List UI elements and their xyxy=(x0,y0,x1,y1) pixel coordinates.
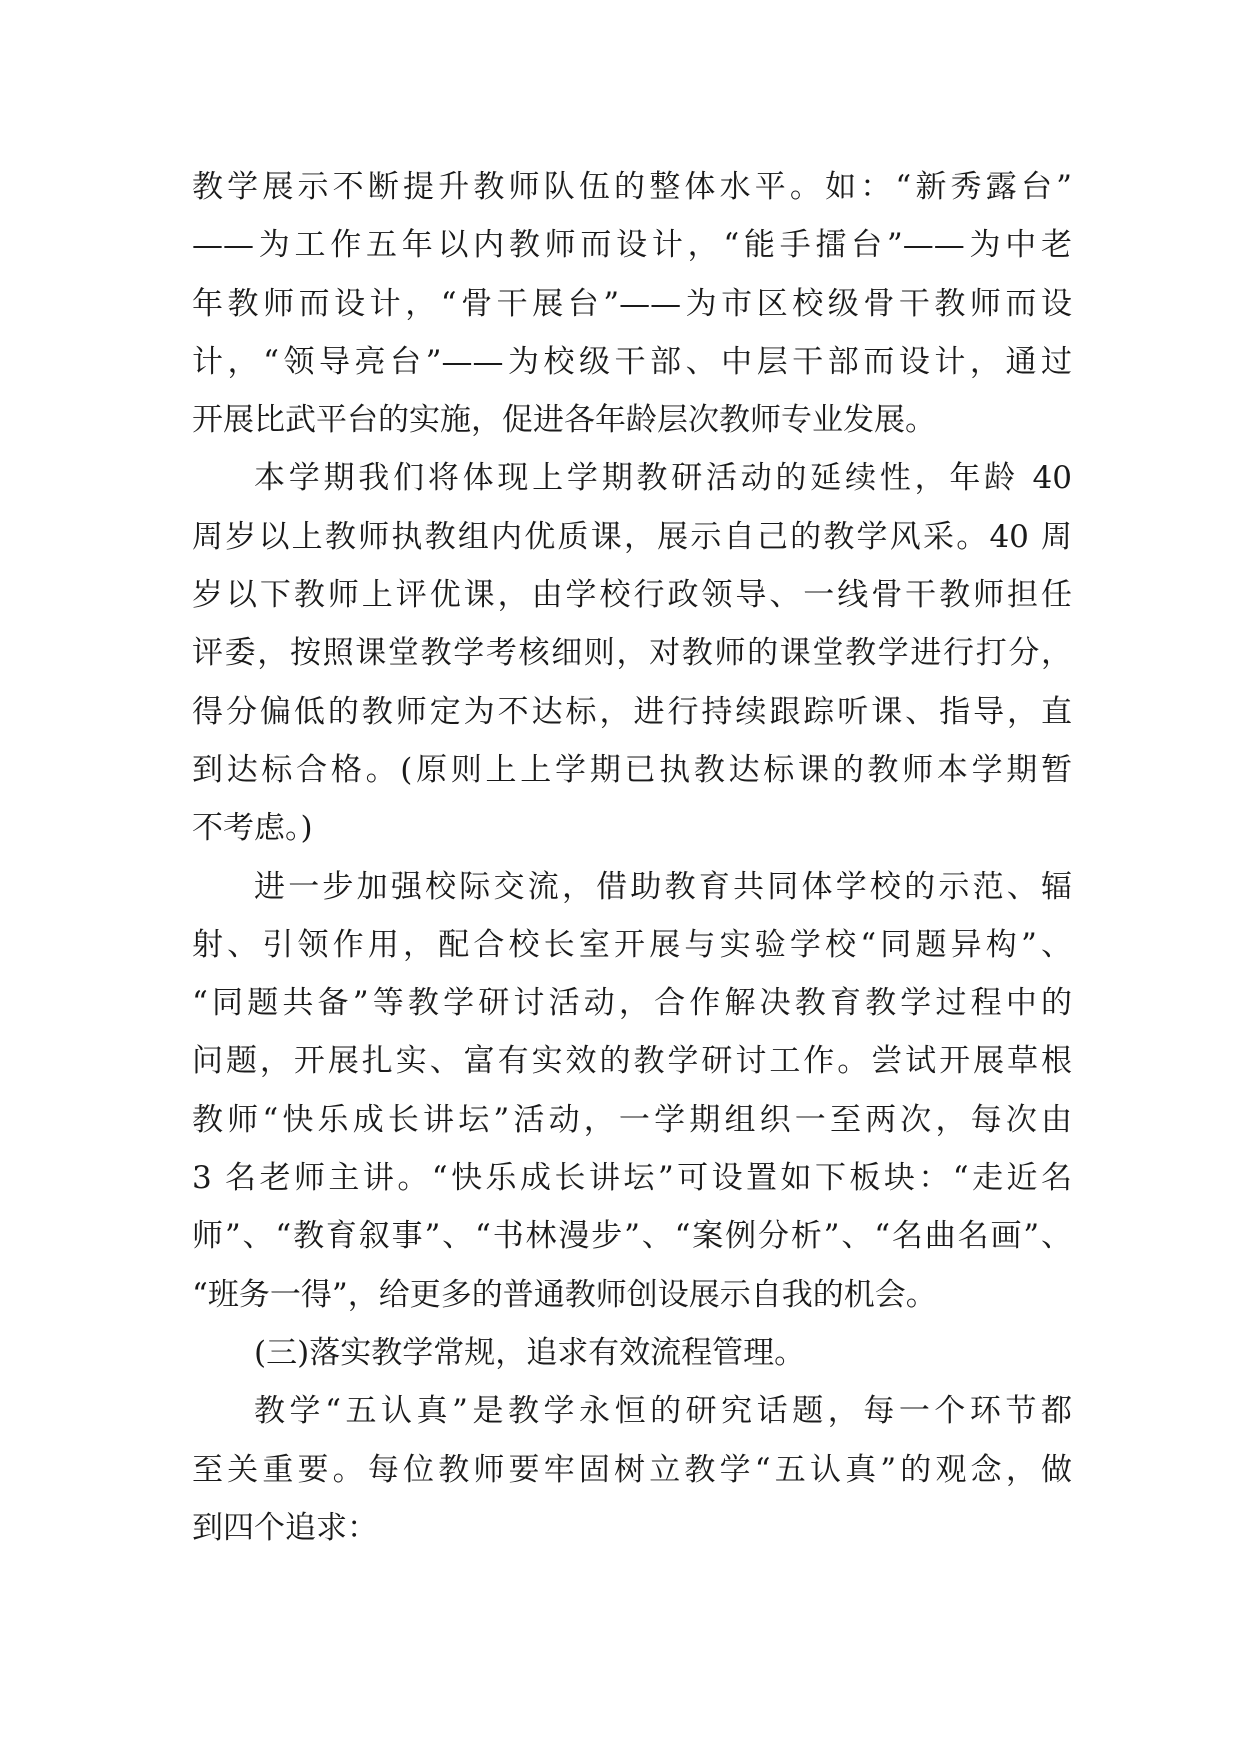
text-line: “同题共备”等教学研讨活动，合作解决教育教学过程中的 xyxy=(192,985,1072,1022)
text-line: “班务一得”，给更多的普通教师创设展示自我的机会。 xyxy=(192,1276,937,1313)
text-line: 年教师而设计，“骨干展台”——为市区校级骨干教师而设 xyxy=(192,285,1072,322)
text-line: 开展比武平台的实施，促进各年龄层次教师专业发展。 xyxy=(192,402,936,439)
text-line: 进一步加强校际交流，借助教育共同体学校的示范、辐 xyxy=(254,868,1072,905)
text-line: 到达标合格。(原则上上学期已执教达标课的教师本学期暂 xyxy=(192,751,1072,788)
text-line: 岁以下教师上评优课，由学校行政领导、一线骨干教师担任 xyxy=(192,577,1072,614)
text-line: ——为工作五年以内教师而设计，“能手擂台”——为中老 xyxy=(192,227,1072,264)
text-line: 师”、“教育叙事”、“书林漫步”、“案例分析”、“名曲名画”、 xyxy=(192,1218,1072,1255)
text-line: 计，“领导亮台”——为校级干部、中层干部而设计，通过 xyxy=(192,343,1072,380)
text-line: 教学展示不断提升教师队伍的整体水平。如：“新秀露台” xyxy=(192,169,1072,205)
text-line: 不考虑。) xyxy=(192,810,313,847)
document-body xyxy=(192,158,1072,1557)
text-line: 周岁以上教师执教组内优质课，展示自己的教学风采。40 周 xyxy=(192,518,1072,555)
text-line: 评委，按照课堂教学考核细则，对教师的课堂教学进行打分， xyxy=(192,635,1072,672)
text-line: 3 名老师主讲。“快乐成长讲坛”可设置如下板块：“走近名 xyxy=(192,1160,1072,1197)
text-line: 教学“五认真”是教学永恒的研究话题，每一个环节都 xyxy=(254,1393,1072,1430)
text-line: 本学期我们将体现上学期教研活动的延续性，年龄 40 xyxy=(254,460,1072,497)
text-line: 教师“快乐成长讲坛”活动，一学期组织一至两次，每次由 xyxy=(192,1101,1072,1138)
text-line: 到四个追求： xyxy=(192,1509,378,1546)
text-line: 得分偏低的教师定为不达标，进行持续跟踪听课、指导，直 xyxy=(192,693,1072,730)
text-line: (三)落实教学常规，追求有效流程管理。 xyxy=(254,1334,806,1371)
text-line: 射、引领作用，配合校长室开展与实验学校“同题异构”、 xyxy=(192,926,1072,963)
text-line: 问题，开展扎实、富有实效的教学研讨工作。尝试开展草根 xyxy=(192,1043,1072,1080)
text-line: 至关重要。每位教师要牢固树立教学“五认真”的观念，做 xyxy=(192,1451,1072,1488)
